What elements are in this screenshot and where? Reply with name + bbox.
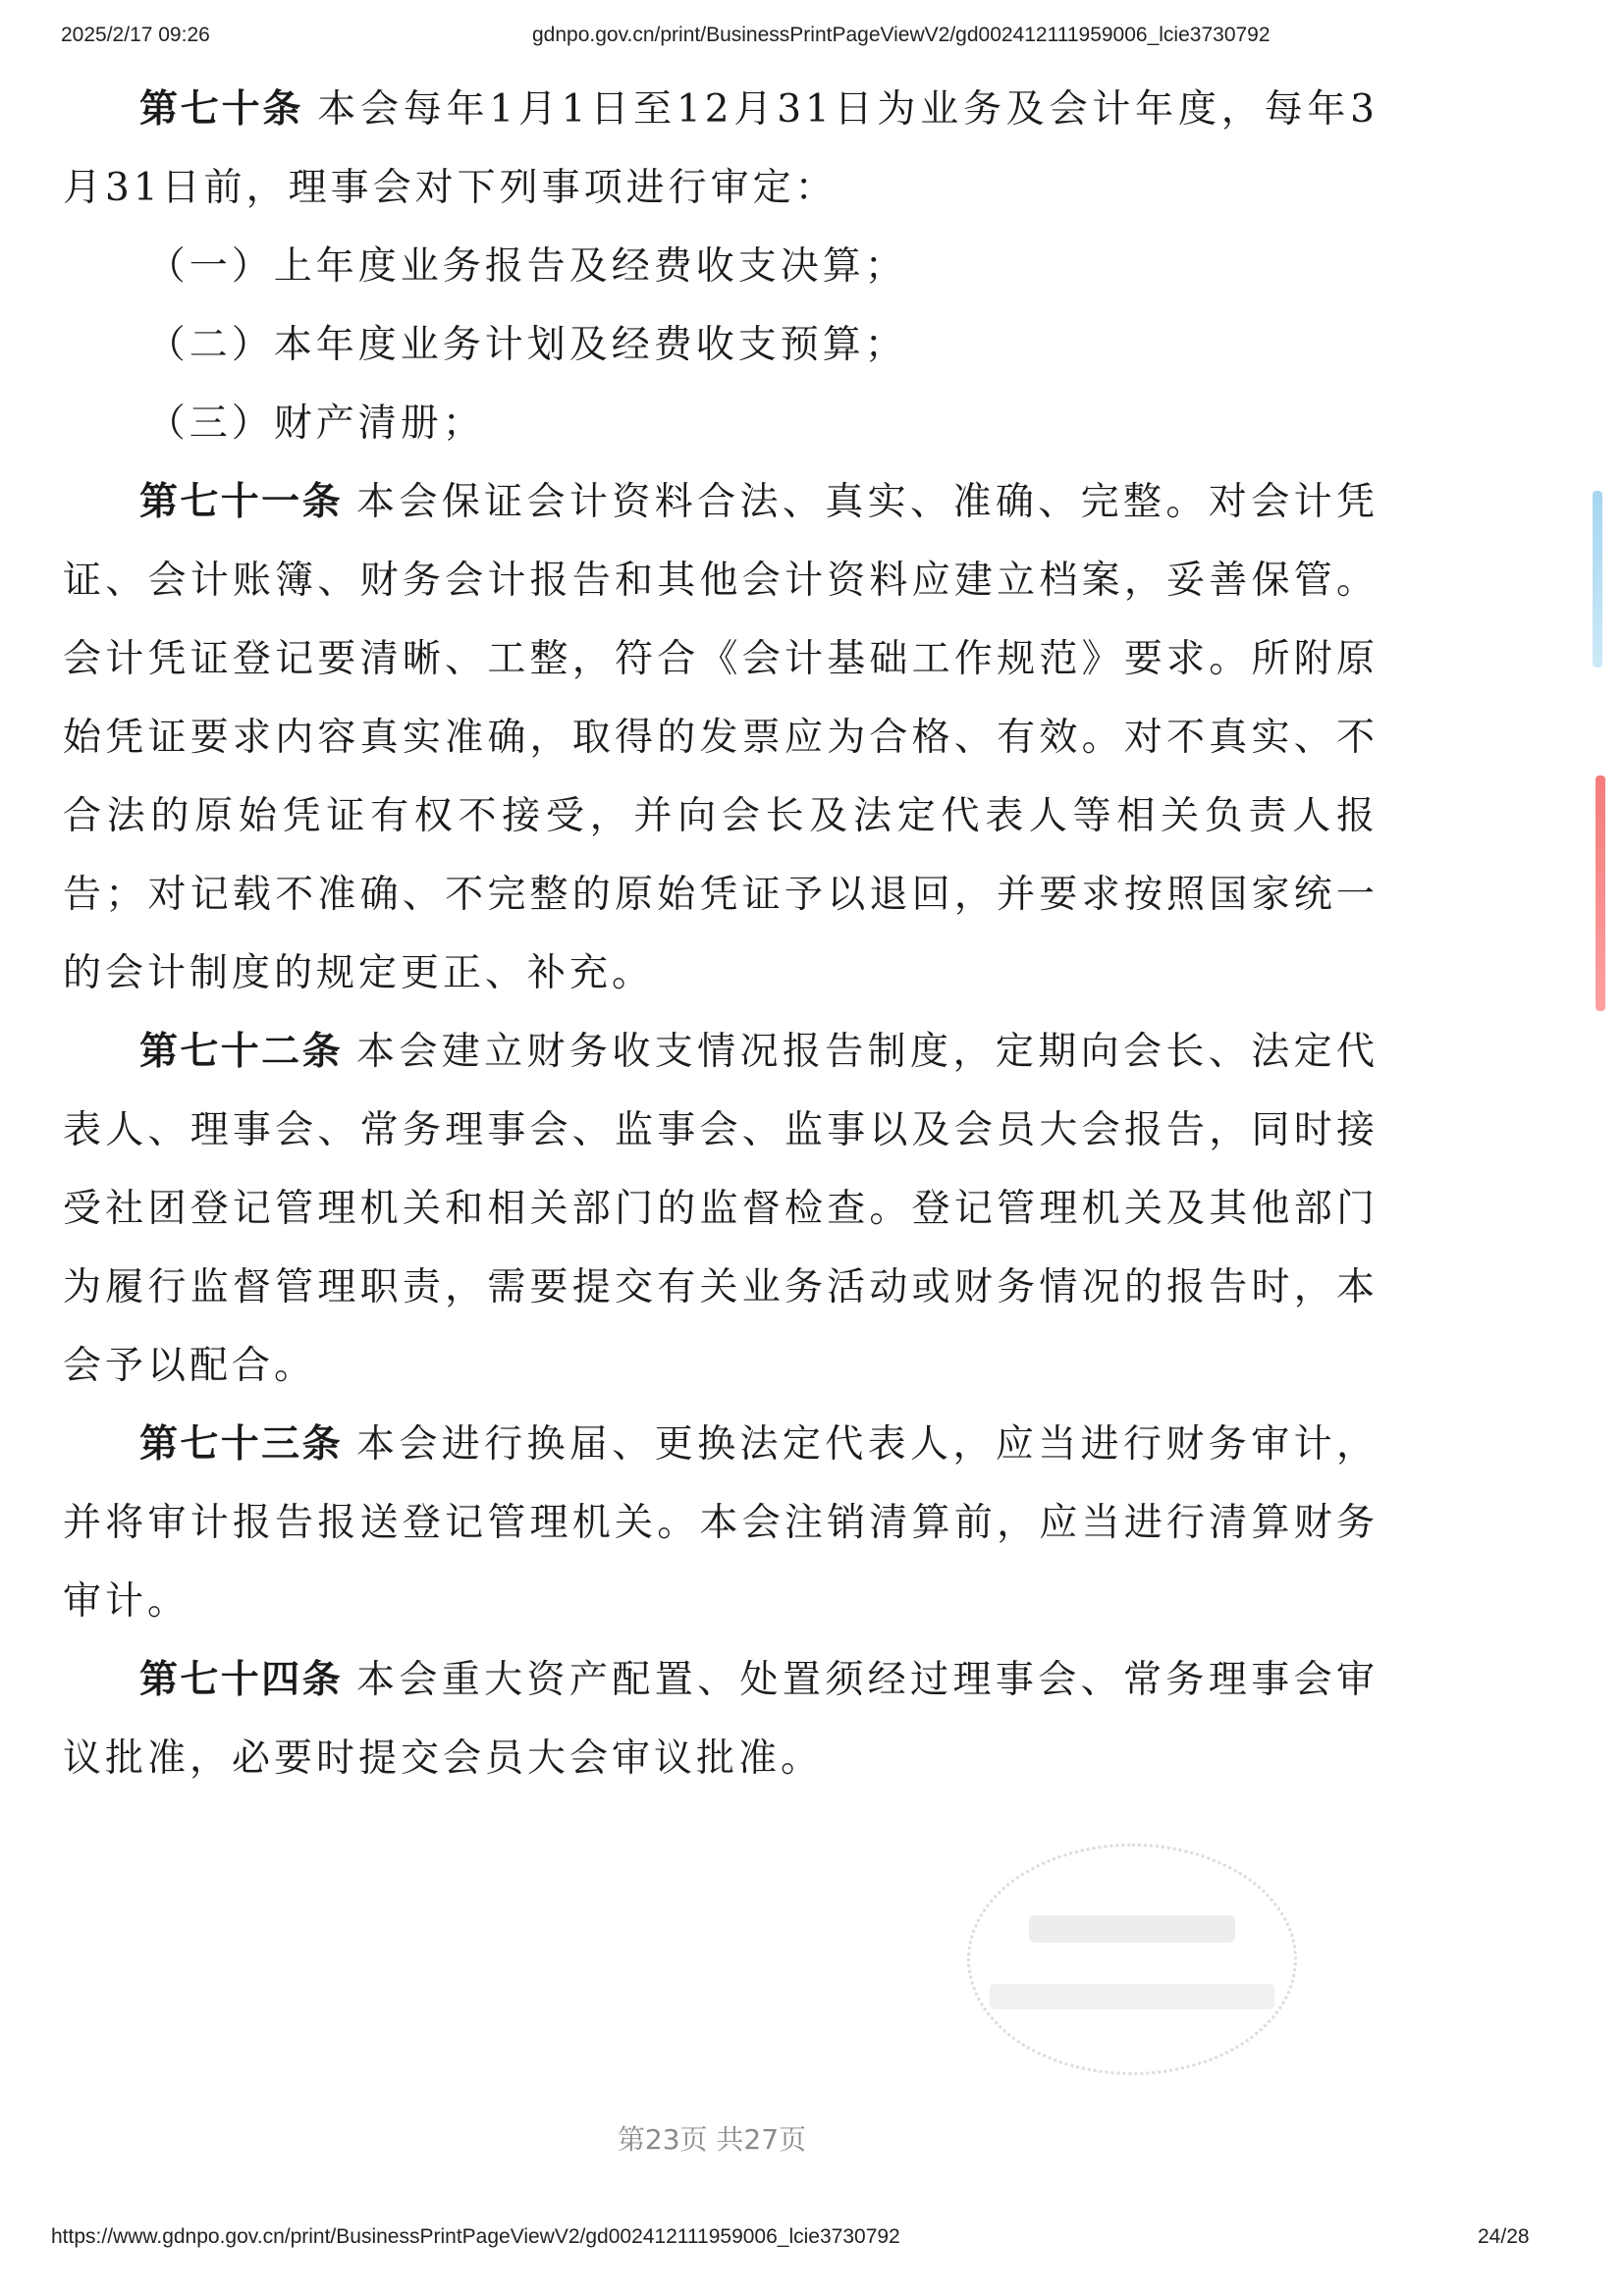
article-74: [63, 1641, 1379, 1798]
list-item: （二）本年度业务计划及经费收支预算；: [146, 323, 907, 367]
print-datetime: 2025/2/17 09:26: [61, 24, 210, 46]
article-text: 本会进行换届、更换法定代表人，应当进行财务审计，并将审计报告报送登记管理机关。本会注销清算前，应当进行清算财务审计。: [63, 1422, 1379, 1624]
article-title: 第七十四条: [139, 1658, 343, 1702]
document-body: [63, 71, 1379, 1798]
print-footer-url: https://www.gdnpo.gov.cn/print/BusinessPrintPageViewV2/gd002412111959006_lcie3730792: [51, 2225, 900, 2248]
article-title: 第七十条: [139, 87, 304, 132]
article-title: 第七十三条: [139, 1422, 343, 1467]
article-text: 本会保证会计资料合法、真实、准确、完整。对会计凭证、会计账簿、财务会计报告和其他会计资料应建立档案，妥善保管。会计凭证登记要清晰、工整，符合《会计基础工作规范》要求。所附原始凭证要求内容真实准确，取得的发票应为合格、有效。对不真实、不合法的原始凭证有权不接受，并向会长及法定代表人等相关负责人报告；对记载不准确、不完整的原始凭证予以退回，并要求按照国家统一的会计制度的规定更正、补充。: [63, 480, 1379, 995]
print-footer-page: 24/28: [1478, 2225, 1530, 2248]
faded-seal-stamp: [967, 1843, 1297, 2075]
print-header-url: gdnpo.gov.cn/print/BusinessPrintPageViewV2/gd002412111959006_lcie3730792: [532, 24, 1271, 46]
article-70: [63, 71, 1379, 228]
list-item: （一）上年度业务报告及经费收支决算；: [146, 244, 907, 289]
list-item: （三）财产清册；: [146, 401, 485, 446]
article-title: 第七十二条: [139, 1030, 343, 1074]
page-number: 第23页 共27页: [617, 2123, 807, 2156]
article-text: 本会每年1月1日至12月31日为业务及会计年度，每年3月31日前，理事会对下列事项进行审定：: [63, 87, 1379, 210]
article-73: [63, 1406, 1379, 1641]
article-text: 本会重大资产配置、处置须经过理事会、常务理事会审议批准，必要时提交会员大会审议批准。: [63, 1658, 1379, 1781]
article-71: [63, 463, 1379, 1013]
article-72: [63, 1013, 1379, 1406]
article-text: 本会建立财务收支情况报告制度，定期向会长、法定代表人、理事会、常务理事会、监事会、监事以及会员大会报告，同时接受社团登记管理机关和相关部门的监督检查。登记管理机关及其他部门为履行监督管理职责，需要提交有关业务活动或财务情况的报告时，本会予以配合。: [63, 1030, 1379, 1388]
edge-scan-mark: [1593, 491, 1602, 667]
edge-scan-mark: [1596, 775, 1605, 1011]
article-title: 第七十一条: [139, 480, 343, 524]
